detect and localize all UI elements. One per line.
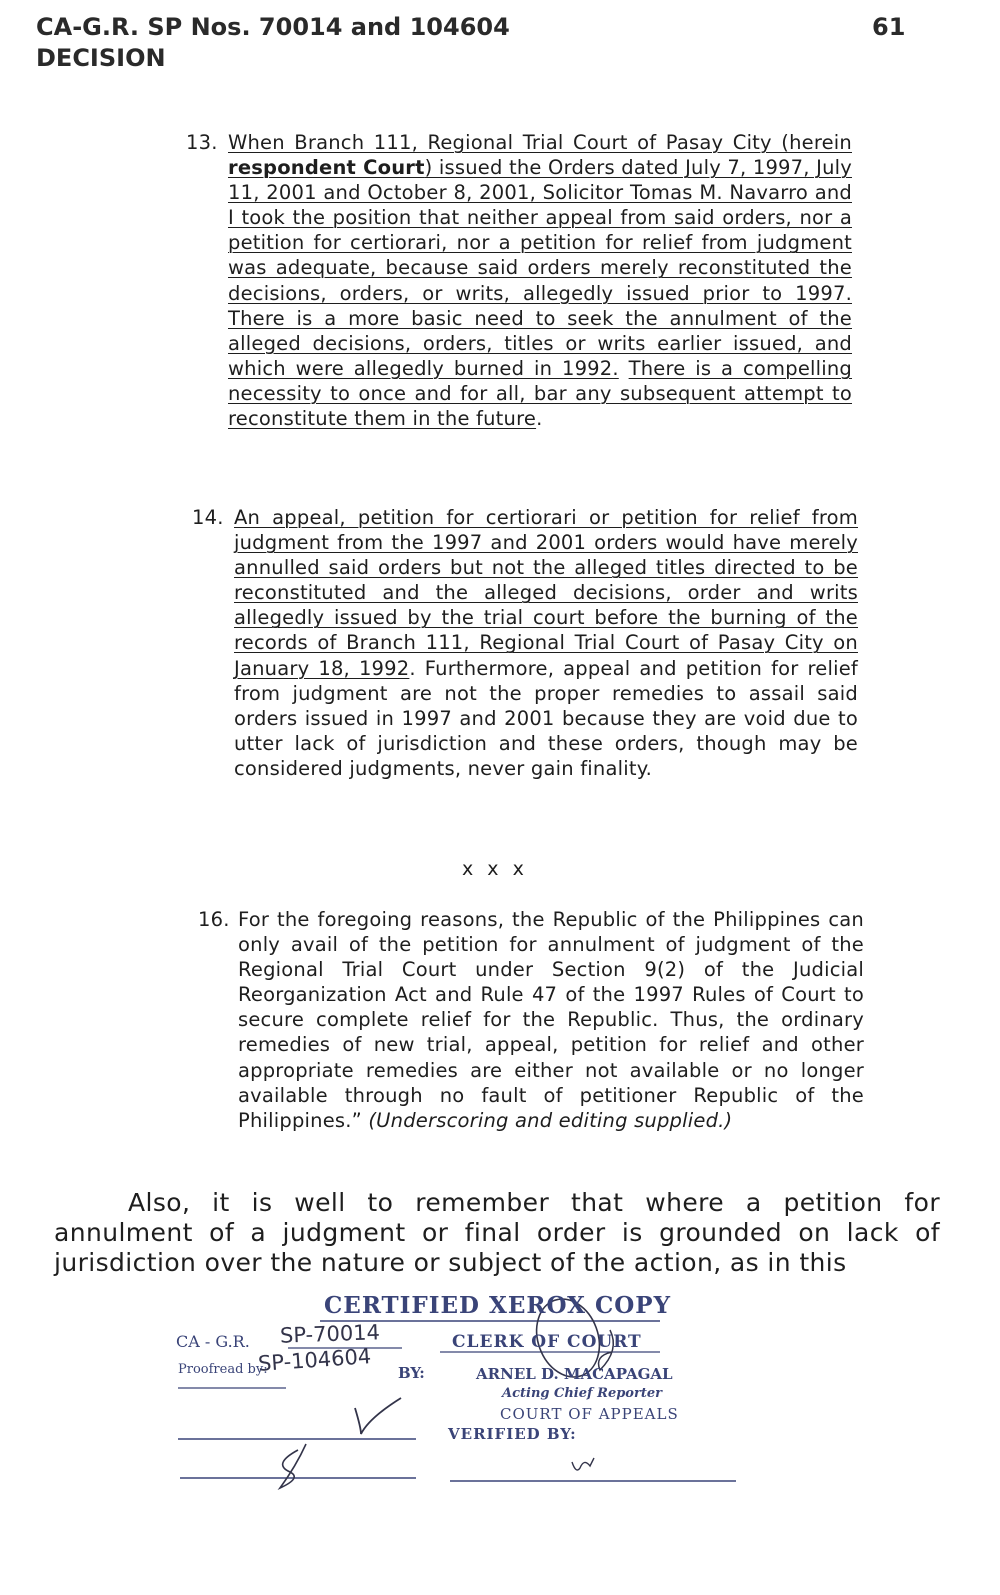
paragraph-tail: . [536,407,543,431]
paragraph-text [234,505,858,781]
underlined-text: There is a compelling necessity to once and for all, bar any subsequent attempt to reconstitute them in the future [228,356,853,431]
paragraph-number: 13. [186,131,218,154]
case-number: CA-G.R. SP Nos. 70014 and 104604 [36,13,510,41]
certification-stamp [170,1290,770,1510]
editorial-note: (Underscoring and editing supplied.) [368,1108,733,1132]
paragraph-tail: . Furthermore, appeal and petition for relief from judgment are not the proper remedies to assail said orders issued in 1997 and 2001 because they are void due to utter lack of jurisdiction and these orders, though may be considered judgments, never gain finality. [234,656,858,780]
page-number: 61 [872,13,906,41]
stamp-official-role: Acting Chief Reporter [502,1386,662,1401]
bold-term: respondent Court [228,156,425,180]
stamp-case-label: CA - G.R. [176,1332,250,1351]
underlined-text: ) issued the Orders dated July 7, 1997, July 11, 2001 and October 8, 2001, Solicitor Tomas M. Navarro and I took the position that neither appeal from said orders, nor a petition for certiorari, nor a petition for relief from judgment was adequate, because said orders merely reconstituted the decisions, orders, or writs, allegedly issued prior to 1997. [228,156,852,305]
stamp-official-name: ARNEL D. MACAPAGAL [476,1365,673,1383]
underlined-text: When Branch 111, Regional Trial Court of Pasay City (herein [228,131,852,154]
stamp-title: CERTIFIED XEROX COPY [324,1292,672,1319]
case-header [36,12,510,74]
stamp-court-name: COURT OF APPEALS [500,1405,679,1423]
paragraph-text [228,130,852,431]
paragraph-16 [198,907,864,1133]
paragraph-text [238,907,864,1133]
document-type: DECISION [36,44,166,72]
paragraph-number: 16. [198,908,230,931]
stamp-lines [170,1290,770,1510]
paragraph-number: 14. [192,506,224,529]
handwritten-case-1: SP-70014 [279,1320,381,1348]
omission-marker: x x x [462,858,528,880]
paragraph-body: For the foregoing reasons, the Republic of the Philippines can only avail of the petition for annulment of judgment of the Regional Trial Court under Section 9(2) of the Judicial Reorganization Act and Rule 47 of the 1997 Rules of Court to secure complete relief for the Republic. Thus, the ordinary remedies of new trial, appeal, petition for relief and other appropriate remedies are either not available or no longer available through no fault of petitioner Republic of the Philippines.” [238,908,864,1132]
stamp-by-label: BY: [398,1364,425,1382]
stamp-verified-label: VERIFIED BY: [448,1425,577,1443]
stamp-clerk-label: CLERK OF COURT [452,1332,642,1352]
underlined-text: An appeal, petition for certiorari or petition for relief from judgment from the 1997 and 2001 orders would have merely annulled said orders but not the alleged titles directed to be reconstituted and the alleged decisions, order and writs allegedly issued by the trial court before the burning of the records of Branch 111, Regional Trial Court of Pasay City on January 18, 1992 [234,506,858,680]
handwritten-case-2: SP-104604 [257,1344,372,1376]
paragraph-13 [186,130,852,431]
body-paragraph [54,1188,940,1278]
stamp-proofread-label: Proofread by: [178,1362,268,1377]
body-paragraph-text: Also, it is well to remember that where a petition for annulment of a judgment or final order is grounded on lack of jurisdiction over the nature or subject of the action, as in this [54,1188,940,1277]
paragraph-14 [192,505,858,781]
underlined-text: There is a more basic need to seek the annulment of the alleged decisions, orders, titles or writs earlier issued, and which were allegedly burned in 1992. [228,306,852,380]
